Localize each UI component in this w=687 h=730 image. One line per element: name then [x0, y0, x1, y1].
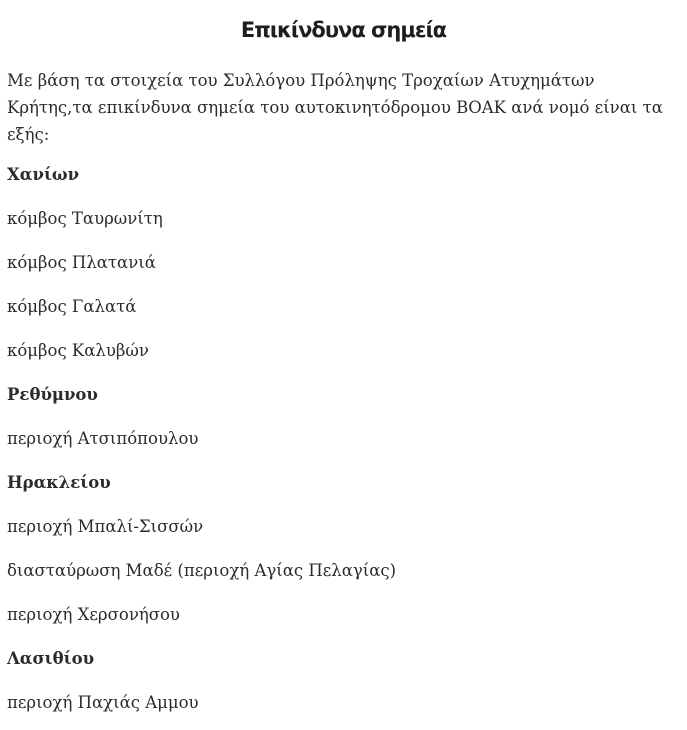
- region-heading-lasithi: Λασιθίου: [7, 649, 95, 668]
- region-heading-chania: Χανίων: [7, 165, 80, 184]
- page-title: Επικίνδυνα σημεία: [240, 18, 447, 42]
- list-item: κόμβος Πλατανιά: [7, 253, 156, 272]
- region-heading-heraklion: Ηρακλείου: [7, 473, 111, 492]
- list-item: κόμβος Γαλατά: [7, 297, 137, 316]
- list-item: διασταύρωση Μαδέ (περιοχή Αγίας Πελαγίας): [7, 561, 397, 580]
- intro-paragraph: Με βάση τα στοιχεία του Συλλόγου Πρόληψης Τροχαίων Ατυχημάτων Κρήτης,τα επικίνδυνα σημεία του αυτοκινητόδρομου ΒΟΑΚ ανά νομό είναι τα εξής:: [7, 71, 663, 144]
- region-heading-rethymno: Ρεθύμνου: [7, 385, 98, 404]
- list-item: περιοχή Μπαλί-Σισσών: [7, 517, 204, 536]
- article-body: [7, 67, 679, 725]
- list-item: περιοχή Παχιάς Αμμου: [7, 693, 199, 712]
- list-item: κόμβος Ταυρωνίτη: [7, 209, 163, 228]
- list-item: κόμβος Καλυβών: [7, 341, 149, 360]
- list-item: περιοχή Ατσιπόπουλου: [7, 429, 199, 448]
- list-item: περιοχή Χερσονήσου: [7, 605, 180, 624]
